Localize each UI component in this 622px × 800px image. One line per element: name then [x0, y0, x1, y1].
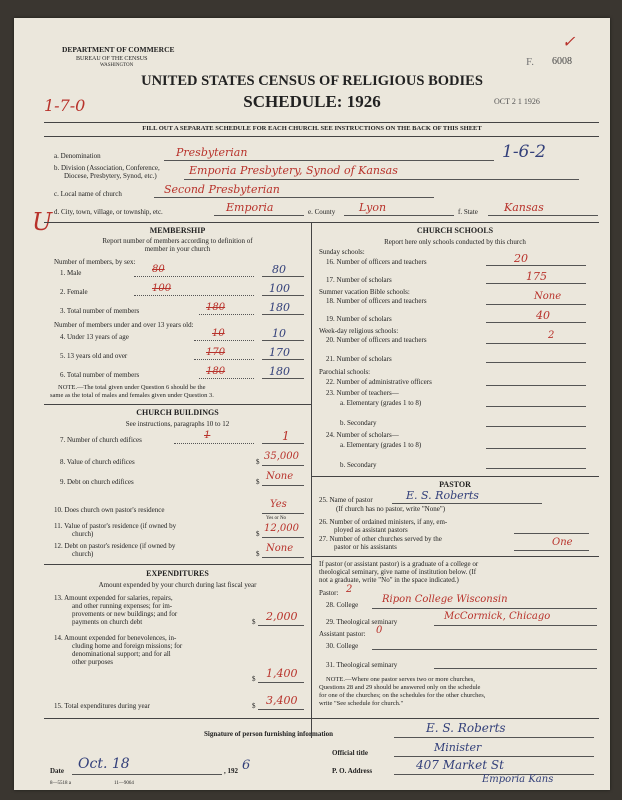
q16-value: 20 [514, 252, 528, 265]
q6-struck: 180 [206, 366, 226, 377]
form-title: UNITED STATES CENSUS OF RELIGIOUS BODIES [141, 73, 483, 89]
pastor-note-4: write "See schedule for church." [319, 700, 404, 707]
left-code: 1-7-0 [44, 96, 86, 115]
print-number: 11—9064 [114, 781, 134, 786]
membership-note-1: NOTE.—The total given under Question 6 should be the [58, 384, 206, 391]
q7-struck: 1 [204, 430, 211, 441]
q23-label: 23. Number of teachers— [326, 389, 399, 397]
membership-title: MEMBERSHIP [149, 226, 206, 235]
q1-struck: 80 [152, 264, 165, 275]
instruction-line: FILL OUT A SEPARATE SCHEDULE FOR EACH CHURCH. SEE INSTRUCTIONS ON THE BACK OF THIS SHEET [142, 125, 482, 132]
q11-dollar: $ [256, 530, 260, 538]
q8-label: 8. Value of church edifices [60, 458, 135, 466]
division-label-2: Diocese, Presbytery, Synod, etc.) [64, 172, 157, 180]
city-value: Emporia [226, 201, 274, 214]
local-name-value: Second Presbyterian [164, 183, 280, 196]
q13-value: 2,000 [266, 610, 298, 623]
schools-title: CHURCH SCHOOLS [416, 226, 494, 235]
q12-label-2: church) [72, 550, 94, 558]
q24-label: 24. Number of scholars— [326, 431, 399, 439]
q12-dollar: $ [256, 550, 260, 558]
q11-label-2: church) [72, 530, 94, 538]
signature-label: Signature of person furnishing information [204, 730, 333, 738]
q13-label-1: 13. Amount expended for salaries, repairs, [54, 594, 173, 602]
pastor-note-2: Questions 28 and 29 should be answered only on the schedule [319, 684, 481, 691]
expenditures-intro: Amount expended by your church during last fiscal year [98, 581, 257, 589]
top-mark: F. [526, 56, 534, 68]
age-intro: Number of members under and over 13 years old: [54, 321, 194, 329]
signature-value: E. S. Roberts [426, 721, 506, 735]
official-title-label: Official title [332, 749, 368, 757]
q18-label: 18. Number of officers and teachers [326, 297, 427, 305]
q26-label-1: 26. Number of ordained ministers, if any, em- [319, 518, 448, 526]
yes-no-hint: Yes or No [266, 516, 287, 521]
q24a-label: a. Elementary (grades 1 to 8) [340, 441, 422, 449]
q25-value: E. S. Roberts [406, 489, 479, 502]
form-number: 8—5518 a [50, 781, 71, 786]
q5-label: 5. 13 years old and over [60, 352, 128, 360]
q27-label-2: pastor or his assistants [334, 543, 397, 551]
membership-note-2: same as the total of males and females given under Question 3. [50, 392, 214, 399]
q13-label-4: payments on church debt [72, 618, 143, 626]
po-address-label: P. O. Address [332, 767, 373, 775]
q11-label-1: 11. Value of pastor's residence (if owned by [54, 522, 177, 530]
q14-label-4: other purposes [72, 658, 114, 666]
denomination-label: a. Denomination [54, 152, 101, 160]
po-address-value-2: Emporia Kans [482, 774, 554, 785]
pastor-note-1: NOTE.—Where one pastor serves two or more churches, [326, 676, 475, 683]
q26-label-2: ployed as assistant pastors [334, 526, 408, 534]
q7-label: 7. Number of church edifices [60, 436, 142, 444]
q29-value: McCormick, Chicago [444, 611, 551, 622]
q4-struck: 10 [212, 328, 225, 339]
pastor-num: 2 [346, 584, 353, 595]
schedule-number: 6008 [552, 56, 572, 67]
q13-label-3: provements or new buildings; and for [72, 610, 178, 618]
q14-dollar: $ [252, 675, 256, 683]
q10-value: Yes [270, 499, 287, 510]
q3-value: 180 [269, 301, 290, 314]
q2-struck: 100 [152, 283, 172, 294]
q2-label: 2. Female [60, 288, 88, 296]
q27-value: One [552, 537, 573, 548]
official-title-value: Minister [434, 741, 482, 754]
q20-label: 20. Number of officers and teachers [326, 336, 427, 344]
schedule-title: SCHEDULE: 1926 [243, 92, 381, 111]
q14-value: 1,400 [266, 667, 298, 680]
asst-pastor-label: Assistant pastor: [319, 630, 366, 638]
q25-note: (If church has no pastor, write "None") [336, 505, 446, 513]
q15-value: 3,400 [266, 694, 298, 707]
q7-value: 1 [282, 429, 290, 443]
q23b-label: b. Secondary [340, 419, 377, 427]
date-value: Oct. 18 [78, 756, 130, 772]
q20-value: 2 [548, 330, 555, 341]
q31-label: 31. Theological seminary [326, 661, 398, 669]
q21-label: 21. Number of scholars [326, 355, 392, 363]
bureau-label: BUREAU OF THE CENSUS [76, 56, 148, 62]
graduate-note-2: theological seminary, give name of institution below. (If [319, 568, 477, 576]
q5-value: 170 [269, 346, 290, 359]
denomination-code: 1-6-2 [502, 142, 546, 162]
graduate-note-1: If pastor (or assistant pastor) is a graduate of a college or [319, 560, 479, 568]
members-by-sex: Number of members, by sex: [54, 258, 136, 266]
q12-value: None [266, 543, 294, 554]
asst-pastor-num: 0 [376, 625, 383, 636]
q19-label: 19. Number of scholars [326, 315, 392, 323]
buildings-intro: See instructions, paragraphs 10 to 12 [125, 420, 230, 428]
q29-label: 29. Theological seminary [326, 618, 398, 626]
division-value: Emporia Presbytery, Synod of Kansas [189, 164, 398, 177]
q1-label: 1. Male [60, 269, 82, 277]
q1-value: 80 [272, 263, 286, 276]
q25-label: 25. Name of pastor [319, 496, 373, 504]
state-value: Kansas [504, 201, 544, 214]
date-label: Date [50, 767, 64, 775]
q6-label: 6. Total number of members [60, 371, 140, 379]
buildings-title: CHURCH BUILDINGS [136, 408, 219, 417]
q30-label: 30. College [326, 642, 359, 650]
q15-dollar: $ [252, 702, 256, 710]
department-label: DEPARTMENT OF COMMERCE [62, 45, 175, 54]
pastor-label: Pastor: [319, 589, 339, 597]
q28-label: 28. College [326, 601, 359, 609]
denomination-value: Presbyterian [176, 146, 248, 159]
city-label: WASHINGTON [100, 63, 134, 68]
q8-value: 35,000 [264, 451, 299, 462]
year-prefix: , 192 [224, 767, 238, 775]
q14-label-1: 14. Amount expended for benevolences, in- [54, 634, 177, 642]
q24b-label: b. Secondary [340, 461, 377, 469]
county-label: e. County [308, 208, 336, 216]
q11-value: 12,000 [264, 523, 299, 534]
q18-value: None [534, 291, 562, 302]
summer-label: Summer vacation Bible schools: [319, 288, 410, 296]
q16-label: 16. Number of officers and teachers [326, 258, 427, 266]
schools-intro: Report here only schools conducted by this church [384, 238, 526, 246]
q27-label-1: 27. Number of other churches served by the [319, 535, 442, 543]
q8-dollar: $ [256, 458, 260, 466]
weekday-label: Week-day religious schools: [319, 327, 399, 335]
pastor-note-3: for one of the churches; on the schedules for the other churches, [319, 692, 486, 699]
division-label-1: b. Division (Association, Conference, [54, 164, 160, 172]
q17-label: 17. Number of scholars [326, 276, 392, 284]
q5-struck: 170 [206, 347, 226, 358]
q4-label: 4. Under 13 years of age [60, 333, 129, 341]
graduate-note-3: not a graduate, write "No" in the space indicated.) [319, 576, 459, 584]
year-digit: 6 [242, 758, 251, 773]
q9-label: 9. Debt on church edifices [60, 478, 134, 486]
local-name-label: c. Local name of church [54, 190, 122, 198]
q13-label-2: and other running expenses; for im- [72, 602, 173, 610]
pastor-title: PASTOR [439, 480, 471, 489]
state-label: f. State [458, 208, 478, 216]
q9-dollar: $ [256, 478, 260, 486]
received-stamp: OCT 2 1 1926 [494, 97, 540, 106]
q23a-label: a. Elementary (grades 1 to 8) [340, 399, 422, 407]
sunday-label: Sunday schools: [319, 248, 365, 256]
q3-struck: 180 [206, 302, 226, 313]
parochial-label: Parochial schools: [319, 368, 371, 376]
city-field-label: d. City, town, village, or township, etc. [54, 208, 163, 216]
q6-value: 180 [269, 365, 290, 378]
q28-value: Ripon College Wisconsin [382, 594, 508, 605]
q17-value: 175 [526, 270, 547, 283]
q3-label: 3. Total number of members [60, 307, 140, 315]
q14-label-3: denominational support; and for all [72, 650, 171, 658]
q2-value: 100 [269, 282, 290, 295]
membership-intro-1: Report number of members according to definition of [102, 237, 253, 245]
po-address-value: 407 Market St [416, 758, 504, 772]
q14-label-2: cluding home and foreign missions; for [72, 642, 183, 650]
q15-label: 15. Total expenditures during year [54, 702, 150, 710]
q12-label-1: 12. Debt on pastor's residence (if owned by [54, 542, 176, 550]
q22-label: 22. Number of administrative officers [326, 378, 432, 386]
q9-value: None [266, 471, 294, 482]
expenditures-title: EXPENDITURES [146, 569, 209, 578]
census-schedule-sheet [14, 18, 610, 790]
q10-label: 10. Does church own pastor's residence [54, 506, 165, 514]
q4-value: 10 [272, 327, 286, 340]
q13-dollar: $ [252, 618, 256, 626]
county-value: Lyon [359, 201, 387, 214]
check-mark-top: ✓ [562, 32, 576, 51]
margin-mark: U [32, 208, 53, 236]
membership-intro-2: member in your church [144, 245, 211, 253]
q19-value: 40 [536, 309, 550, 322]
